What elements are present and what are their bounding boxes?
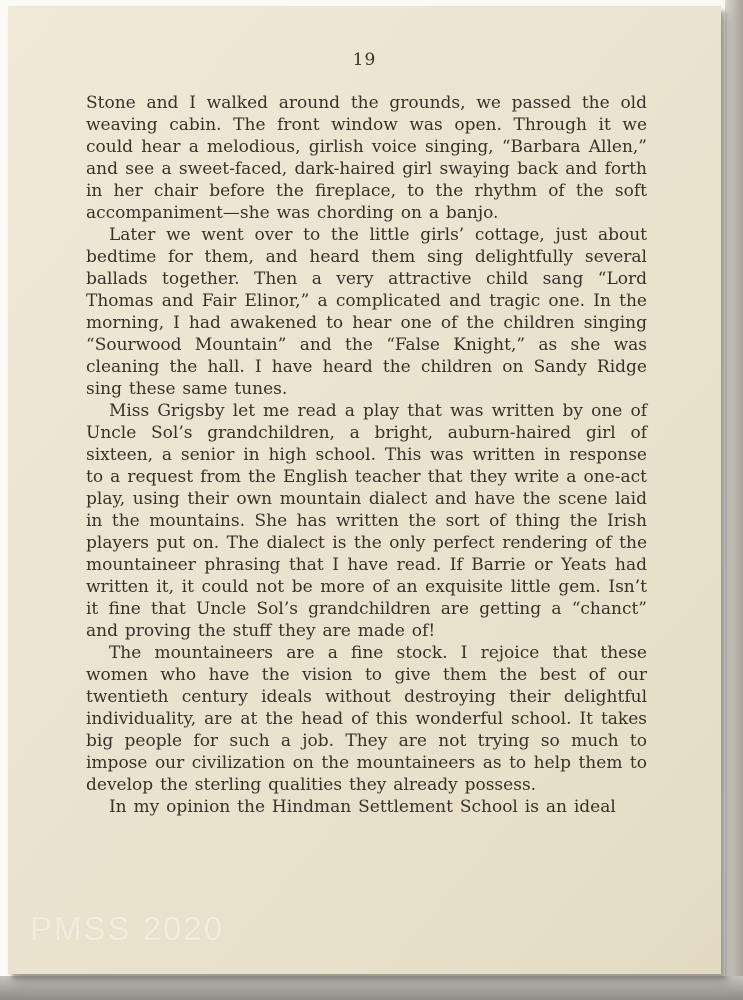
paragraph: In my opinion the Hindman Settlement School is an ideal bbox=[108, 797, 616, 817]
page-body bbox=[8, 70, 721, 818]
watermark: PMSS 2020 bbox=[30, 910, 225, 947]
paragraph: Stone and I walked around the grounds, we passed the old weaving cabin. The front window was open. Through it we could hear a melodious, girlish voice singing, “Barbara Allen,” and see a sweet-faced, dark-haired girl swaying back and forth in her chair before the fireplace, to the rhythm of the soft accompaniment—she was chording on a banjo. bbox=[86, 93, 647, 223]
paragraph: The mountaineers are a fine stock. I rejoice that these women who have the vision to give them the best of our twentieth century ideals without destroying their delightful individuality, are at the head of this wonderful school. It takes big people for such a job. They are not trying so much to impose our civilization on the mountaineers as to help them to develop the sterling qualities they already possess. bbox=[86, 643, 647, 795]
book-page bbox=[8, 6, 721, 974]
page-number: 19 bbox=[352, 50, 377, 70]
paragraph: Later we went over to the little girls’ cottage, just about bedtime for them, and heard them sing delightfully several ballads together. Then a very attractive child sang “Lord Thomas and Fair Elinor,” a complicated and tragic one. In the morning, I had awakened to hear one of the children singing “Sourwood Mountain” and the “False Knight,” as she was cleaning the hall. I have heard the children on Sandy Ridge sing these same tunes. bbox=[86, 225, 647, 399]
paragraph: Miss Grigsby let me read a play that was written by one of Uncle Sol’s grandchildren, a bright, auburn-haired girl of sixteen, a senior in high school. This was written in response to a request from the English teacher that they write a one-act play, using their own mountain dialect and have the scene laid in the mountains. She has written the sort of thing the Irish players put on. The dialect is the only perfect rendering of the mountaineer phrasing that I have read. If Barrie or Yeats had written it, it could not be more of an exquisite little gem. Isn’t it fine that Uncle Sol’s grandchildren are getting a “chanct” and proving the stuff they are made of! bbox=[86, 401, 647, 641]
